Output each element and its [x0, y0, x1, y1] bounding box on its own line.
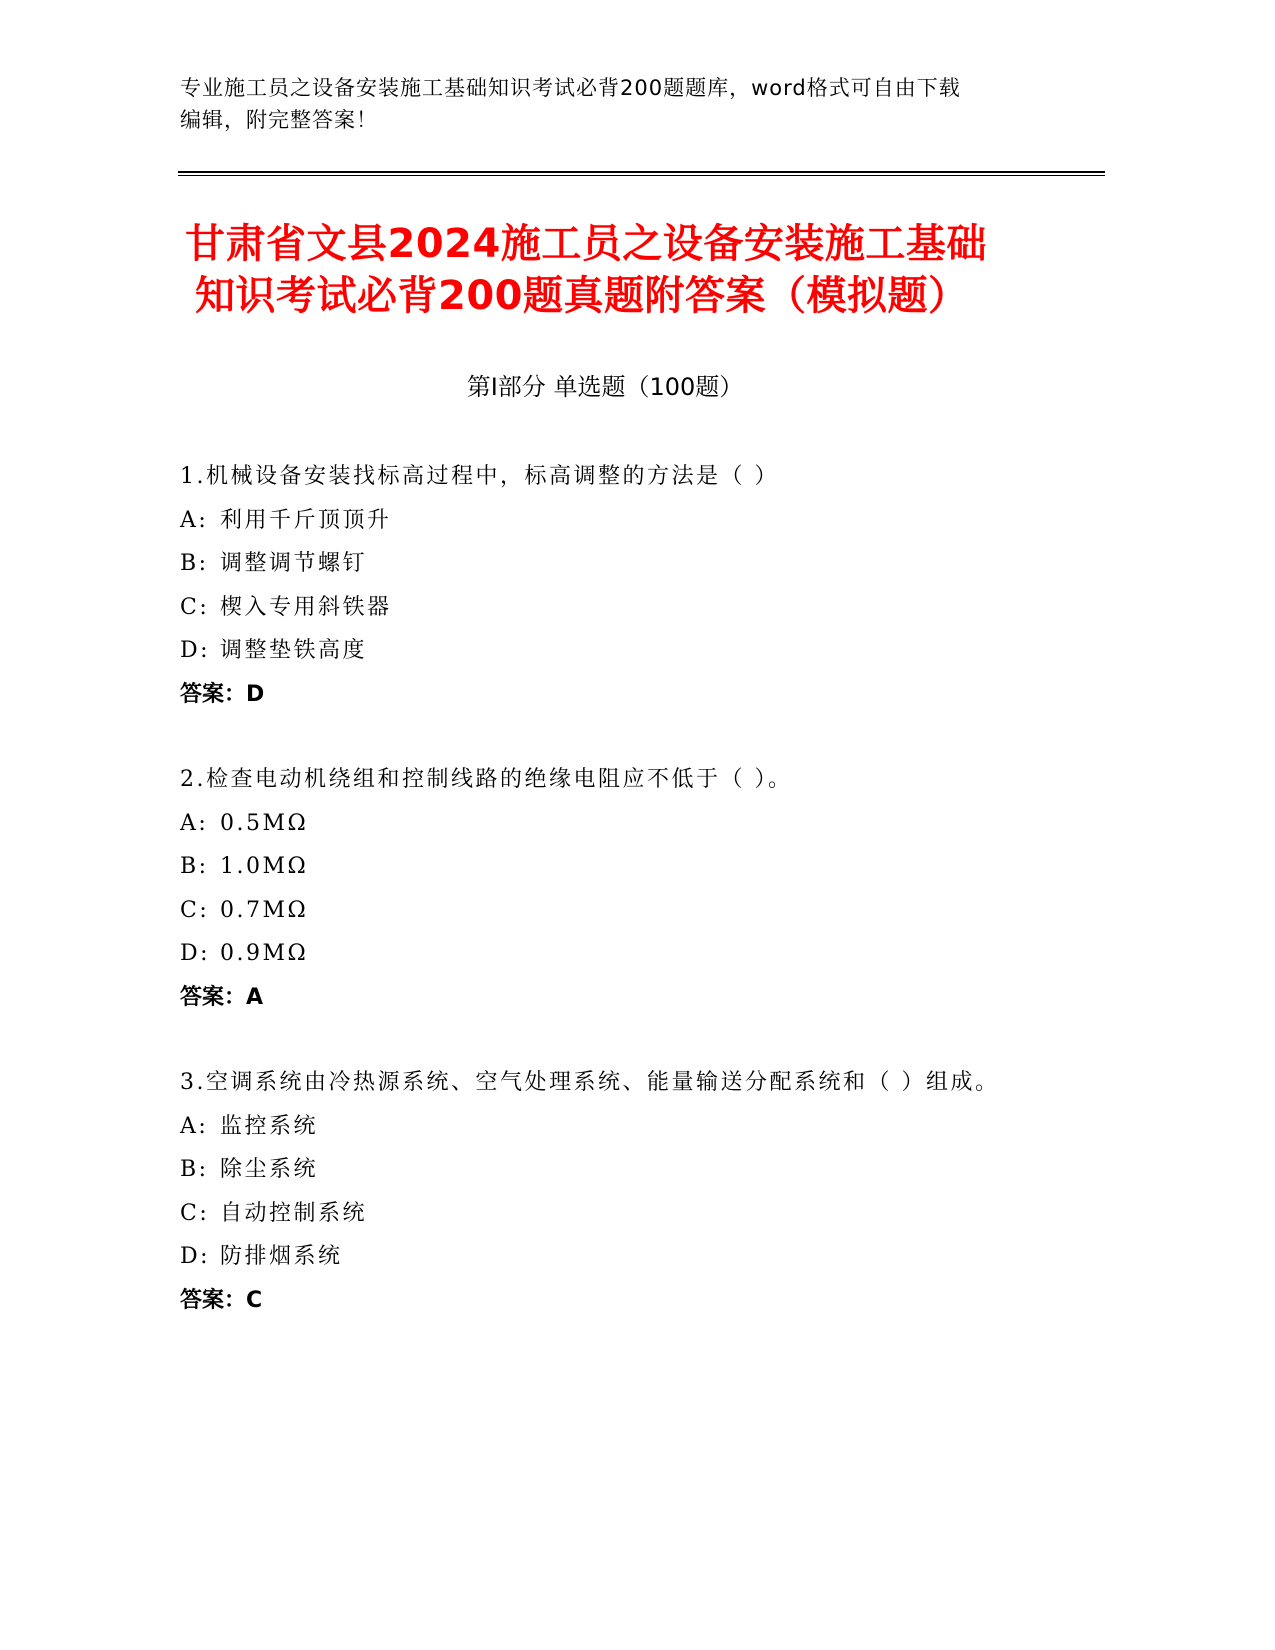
option-b — [180, 845, 1080, 889]
option-letter: C: — [180, 594, 210, 620]
option-letter: D: — [180, 941, 211, 966]
section-title: 第Ⅰ部分 单选题（100题） — [466, 373, 744, 401]
option-d — [180, 932, 1080, 976]
option-b — [180, 1148, 1080, 1192]
question-list — [180, 455, 1080, 1364]
option-text: 楔入专用斜铁器 — [220, 594, 392, 620]
option-text: 防排烟系统 — [220, 1244, 343, 1269]
document-title-line-2: 知识考试必背200题真题附答案（模拟题） — [195, 273, 969, 319]
option-c — [180, 1192, 1080, 1236]
header-note — [180, 72, 1060, 136]
option-c — [180, 586, 1080, 630]
question-stem: 3.空调系统由冷热源系统、空气处理系统、能量输送分配系统和（ ）组成。 — [180, 1070, 1000, 1095]
answer: 答案：C — [180, 1287, 263, 1313]
option-a — [180, 499, 1080, 543]
header-note-line-1: 专业施工员之设备安装施工基础知识考试必背200题题库，word格式可自由下载 — [180, 76, 961, 100]
option-text: 除尘系统 — [220, 1157, 319, 1182]
question-1 — [180, 455, 1080, 716]
question-stem: 1.机械设备安装找标高过程中，标高调整的方法是（ ） — [180, 464, 779, 489]
option-c — [180, 889, 1080, 933]
option-letter: A: — [180, 507, 209, 533]
document-title — [185, 218, 1065, 322]
option-letter: B: — [180, 1157, 209, 1182]
option-letter: D: — [180, 1244, 211, 1269]
question-2 — [180, 758, 1080, 1019]
option-text: 0.7MΩ — [220, 897, 309, 923]
answer: 答案：A — [180, 984, 264, 1010]
option-text: 自动控制系统 — [220, 1200, 368, 1226]
option-b — [180, 542, 1080, 586]
document-title-line-1: 甘肃省文县2024施工员之设备安装施工基础 — [185, 221, 987, 267]
answer: 答案：D — [180, 681, 265, 707]
option-letter: B: — [180, 551, 209, 576]
option-text: 监控系统 — [220, 1113, 319, 1139]
option-letter: A: — [180, 1113, 209, 1139]
header-note-line-2: 编辑，附完整答案！ — [180, 108, 378, 132]
option-letter: C: — [180, 897, 210, 923]
option-text: 1.0MΩ — [220, 854, 309, 879]
option-text: 利用千斤顶顶升 — [220, 507, 392, 533]
header-divider-thick — [178, 171, 1105, 173]
question-stem: 2.检查电动机绕组和控制线路的绝缘电阻应不低于（ ）。 — [180, 767, 793, 792]
option-letter: D: — [180, 638, 211, 663]
option-text: 0.5MΩ — [220, 810, 309, 836]
option-text: 调整垫铁高度 — [220, 638, 368, 663]
option-d — [180, 629, 1080, 673]
question-3 — [180, 1061, 1080, 1322]
option-d — [180, 1235, 1080, 1279]
option-text: 0.9MΩ — [220, 941, 309, 966]
option-letter: A: — [180, 810, 209, 836]
option-a — [180, 1105, 1080, 1149]
option-letter: C: — [180, 1200, 210, 1226]
header-divider-thin — [178, 175, 1105, 176]
option-a — [180, 802, 1080, 846]
option-letter: B: — [180, 854, 209, 879]
option-text: 调整调节螺钉 — [220, 551, 368, 576]
